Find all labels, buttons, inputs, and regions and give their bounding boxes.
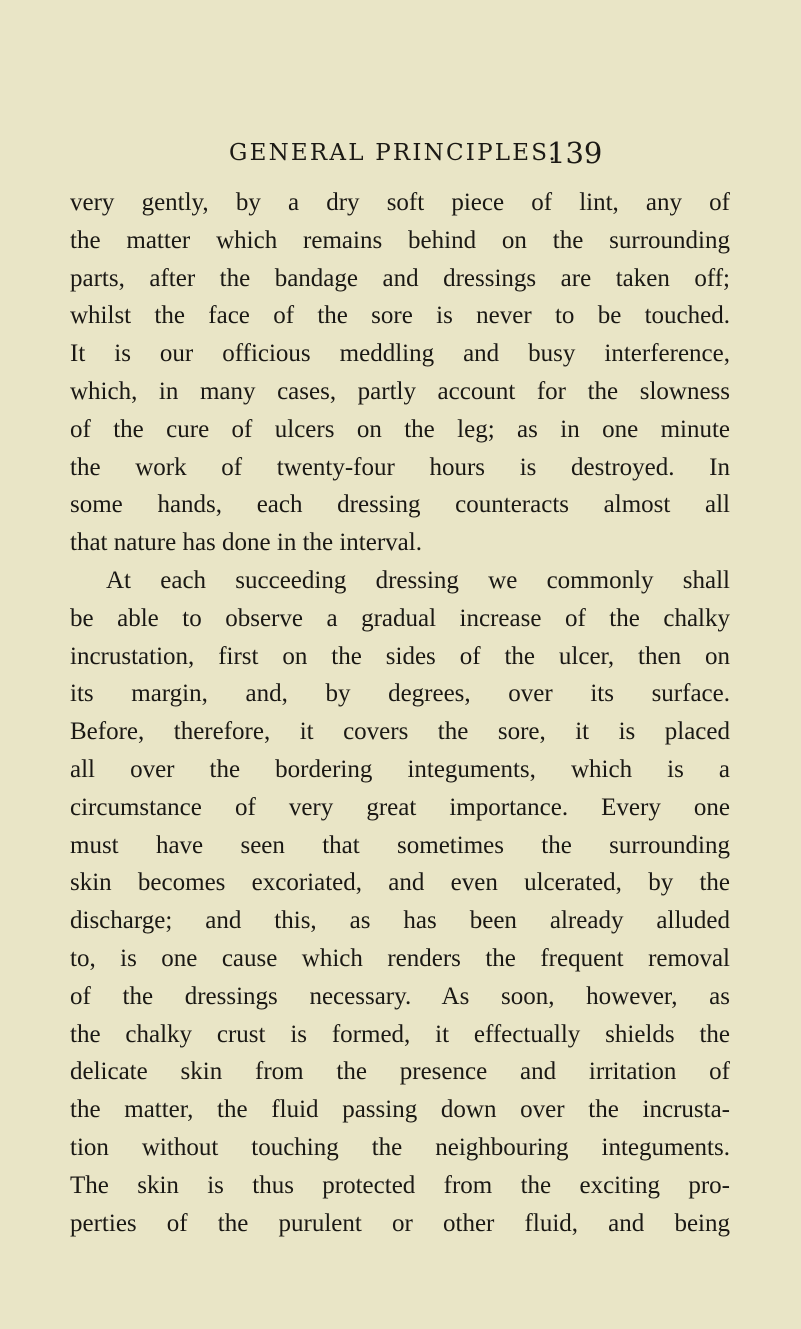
text-line: the work of twenty-four hours is destroyed. In xyxy=(70,453,730,481)
text-line: must have seen that sometimes the surrounding xyxy=(70,831,730,859)
text-line: incrustation, first on the sides of the ulcer, then on xyxy=(70,642,730,670)
text-line: perties of the purulent or other fluid, and being xyxy=(70,1209,730,1237)
text-line: Before, therefore, it covers the sore, it is placed xyxy=(70,718,730,746)
text-line: the matter, the fluid passing down over the incrusta- xyxy=(70,1096,730,1124)
text-line: parts, after the bandage and dressings are taken off; xyxy=(70,264,730,292)
text-line: of the dressings necessary. As soon, however, as xyxy=(70,982,730,1010)
body-text xyxy=(70,184,730,1242)
text-line: whilst the face of the sore is never to be touched. xyxy=(70,302,730,330)
text-line: delicate skin from the presence and irritation of xyxy=(70,1058,730,1086)
text-line: its margin, and, by degrees, over its surface. xyxy=(70,680,730,708)
running-title: GENERAL PRINCIPLES. xyxy=(229,140,558,166)
text-line: be able to observe a gradual increase of the chalky xyxy=(70,604,730,632)
text-line: all over the bordering integuments, which is a xyxy=(70,755,730,783)
text-line: tion without touching the neighbouring integuments. xyxy=(70,1133,730,1161)
text-line: the chalky crust is formed, it effectually shields the xyxy=(70,1020,730,1048)
text-line: the matter which remains behind on the surrounding xyxy=(70,226,730,254)
text-line: which, in many cases, partly account for the slowness xyxy=(70,377,730,405)
text-line: very gently, by a dry soft piece of lint, any of xyxy=(70,189,730,216)
text-line: of the cure of ulcers on the leg; as in one minute xyxy=(70,415,730,443)
text-line: The skin is thus protected from the exciting pro- xyxy=(70,1171,730,1199)
text-line: discharge; and this, as has been already alluded xyxy=(70,907,730,935)
text-line: skin becomes excoriated, and even ulcerated, by the xyxy=(70,869,730,897)
text-line: that nature has done in the interval. xyxy=(70,529,422,557)
paragraph-first-line: At each succeeding dressing we commonly shall xyxy=(106,566,730,594)
text-line: to, is one cause which renders the frequent removal xyxy=(70,944,730,972)
running-head xyxy=(229,136,689,176)
text-line: It is our officious meddling and busy interference, xyxy=(70,340,730,368)
text-line: some hands, each dressing counteracts almost all xyxy=(70,491,730,519)
text-line: circumstance of very great importance. Every one xyxy=(70,793,730,821)
page-number: 139 xyxy=(547,136,603,170)
